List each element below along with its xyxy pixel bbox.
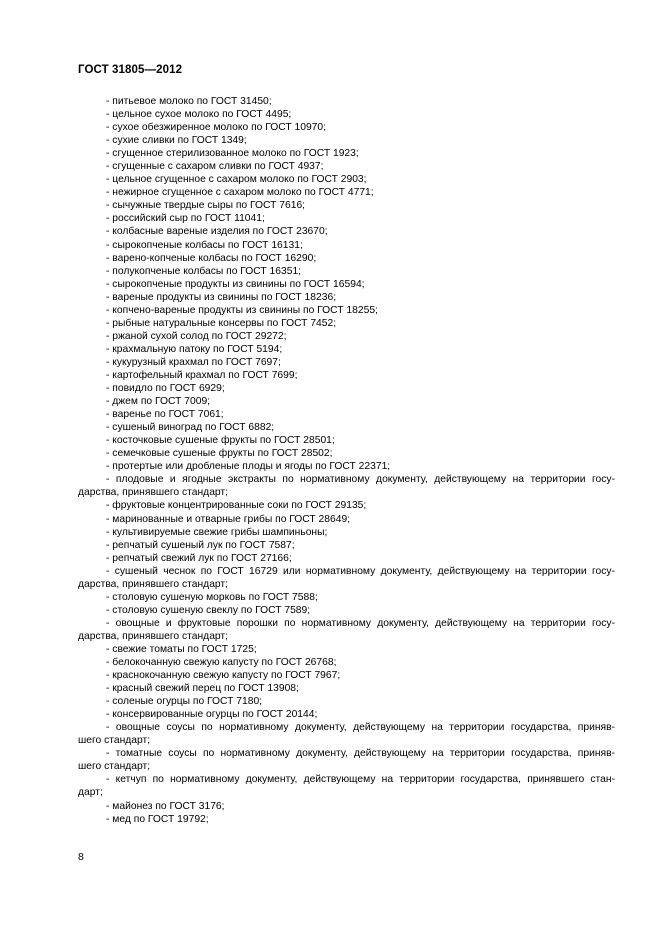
list-item: - сушеный чеснок по ГОСТ 16729 или нормативному документу, действующему на территории госу- (106, 565, 615, 577)
list-item-continuation: шего стандарт; (78, 735, 151, 747)
list-item: - российский сыр по ГОСТ 11041; (106, 213, 265, 225)
list-item: - цельное сгущенное с сахаром молоко по ГОСТ 2903; (106, 174, 367, 186)
list-item-continuation: дарства, принявшего стандарт; (78, 578, 228, 590)
list-item: - плодовые и ягодные экстракты по нормативному документу, действующему на территории госу- (106, 474, 615, 486)
list-item: - консервированные огурцы по ГОСТ 20144; (106, 709, 318, 721)
list-item: - краснокочанную свежую капусту по ГОСТ 7967; (106, 670, 341, 682)
product-list (78, 95, 615, 826)
list-item: - маринованные и отварные грибы по ГОСТ 28649; (106, 513, 351, 525)
list-item: - картофельный крахмал по ГОСТ 7699; (106, 369, 298, 381)
list-item: - повидло по ГОСТ 6929; (106, 383, 225, 395)
list-item: - мед по ГОСТ 19792; (106, 813, 209, 825)
list-item: - семечковые сушеные фрукты по ГОСТ 28502; (106, 448, 333, 460)
list-item: - варено-копченые колбасы по ГОСТ 16290; (106, 252, 317, 264)
list-item: - питьевое молоко по ГОСТ 31450; (106, 96, 272, 107)
list-item: - столовую сушеную свеклу по ГОСТ 7589; (106, 604, 311, 616)
list-item: - вареные продукты из свинины по ГОСТ 18236; (106, 291, 337, 303)
list-item: - полукопченые колбасы по ГОСТ 16351; (106, 265, 302, 277)
list-item: - варенье по ГОСТ 7061; (106, 409, 224, 421)
list-item: - фруктовые концентрированные соки по ГОСТ 29135; (106, 500, 367, 512)
list-item: - свежие томаты по ГОСТ 1725; (106, 643, 257, 655)
list-item: - овощные соусы по нормативному документу, действующему на территории государства, приняв- (106, 722, 615, 734)
list-item: - сычужные твердые сыры по ГОСТ 7616; (106, 200, 306, 212)
list-item-continuation: шего стандарт; (78, 761, 151, 773)
list-item: - цельное сухое молоко по ГОСТ 4495; (106, 109, 292, 121)
list-item: - культивируемые свежие грибы шампиньоны; (106, 526, 328, 538)
list-item: - майонез по ГОСТ 3176; (106, 800, 225, 812)
list-item: - красный свежий перец по ГОСТ 13908; (106, 683, 299, 695)
list-item: - кукурузный крахмал по ГОСТ 7697; (106, 356, 281, 368)
list-item: - репчатый сушеный лук по ГОСТ 7587; (106, 539, 295, 551)
list-item: - репчатый свежий лук по ГОСТ 27166; (106, 552, 292, 564)
page-number: 8 (78, 851, 84, 863)
list-item: - соленые огурцы по ГОСТ 7180; (106, 696, 263, 708)
list-item-continuation: дарт; (78, 787, 103, 799)
list-item: - сгущенные с сахаром сливки по ГОСТ 4937; (106, 161, 324, 173)
list-item: - сырокопченые продукты из свинины по ГОСТ 16594; (106, 278, 365, 290)
list-item: - белокочанную свежую капусту по ГОСТ 26768; (106, 657, 337, 669)
list-item: - косточковые сушеные фрукты по ГОСТ 28501; (106, 435, 335, 447)
list-item: - ржаной сухой солод по ГОСТ 29272; (106, 330, 287, 342)
list-item: - копчено-вареные продукты из свинины по ГОСТ 18255; (106, 304, 378, 316)
list-item: - сырокопченые колбасы по ГОСТ 16131; (106, 239, 303, 251)
list-item-continuation: дарства, принявшего стандарт; (78, 487, 228, 499)
list-item: - сухие сливки по ГОСТ 1349; (106, 135, 247, 147)
list-item: - крахмальную патоку по ГОСТ 5194; (106, 343, 283, 355)
list-item: - сухое обезжиренное молоко по ГОСТ 10970; (106, 122, 326, 134)
list-item: - нежирное сгущенное с сахаром молоко по ГОСТ 4771; (106, 187, 374, 199)
list-item: - сгущенное стерилизованное молоко по ГОСТ 1923; (106, 148, 359, 160)
list-item: - сушеный виноград по ГОСТ 6882; (106, 422, 275, 434)
list-item: - колбасные вареные изделия по ГОСТ 23670; (106, 226, 328, 238)
list-item: - овощные и фруктовые порошки по нормативному документу, действующему на территории госу- (106, 617, 615, 629)
list-item-continuation: дарства, принявшего стандарт; (78, 630, 228, 642)
list-item: - рыбные натуральные консервы по ГОСТ 7452; (106, 317, 337, 329)
list-item: - кетчуп по нормативному документу, действующему на территории государства, принявшего стан- (106, 774, 615, 786)
list-item: - томатные соусы по нормативному документу, действующему на территории государства, приняв- (106, 748, 615, 760)
list-item: - джем по ГОСТ 7009; (106, 396, 211, 408)
list-item: - столовую сушеную морковь по ГОСТ 7588; (106, 591, 318, 603)
page-header-title: ГОСТ 31805—2012 (78, 64, 183, 76)
list-item: - протертые или дробленые плоды и ягоды по ГОСТ 22371; (106, 461, 391, 473)
